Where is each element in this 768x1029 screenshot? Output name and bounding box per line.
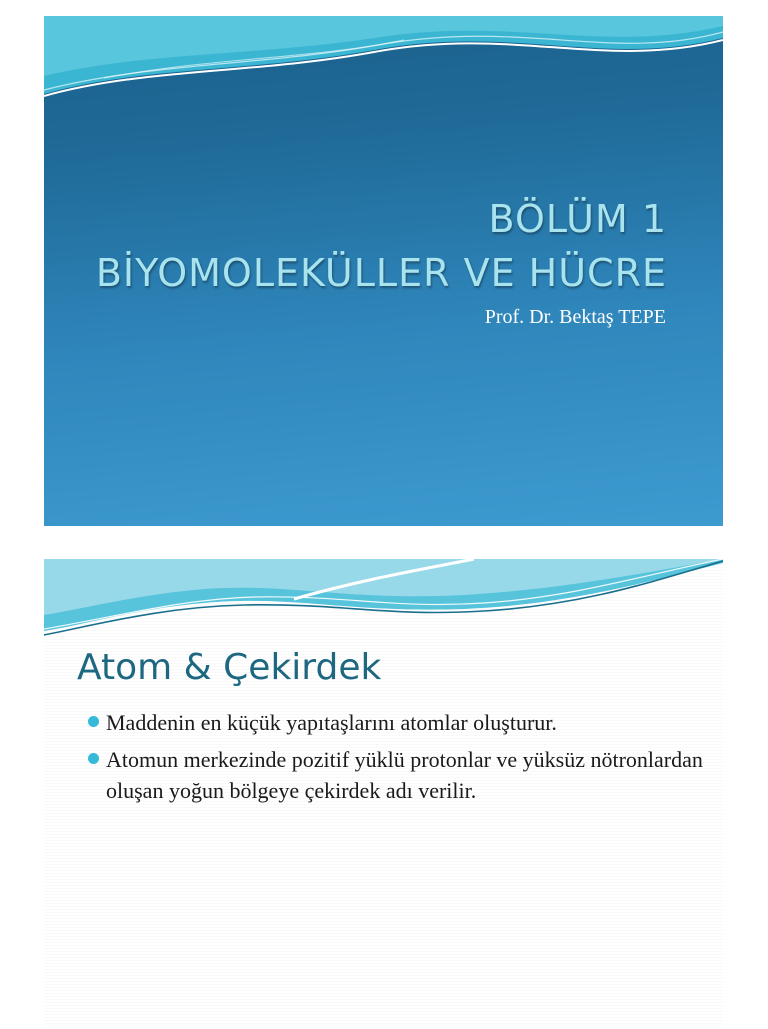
title-line-1: BÖLÜM 1 <box>488 197 667 241</box>
author-subtitle: Prof. Dr. Bektaş TEPE <box>484 306 666 328</box>
slide-title <box>96 192 667 300</box>
wave-decoration <box>44 559 723 649</box>
list-item <box>88 744 708 806</box>
bullet-icon <box>88 716 99 727</box>
bullet-icon <box>88 753 99 764</box>
list-item <box>88 707 708 738</box>
bullet-text: Maddenin en küçük yapıtaşlarını atomlar oluşturur. <box>106 710 557 735</box>
slide-heading: Atom & Çekirdek <box>77 647 382 688</box>
wave-decoration <box>44 16 723 126</box>
content-slide <box>44 559 723 1029</box>
bullet-text: Atomun merkezinde pozitif yüklü protonlar ve yüksüz nötronlardan oluşan yoğun bölgeye çekirdek adı verilir. <box>106 747 703 803</box>
bullet-list <box>88 707 708 812</box>
title-line-2: BİYOMOLEKÜLLER VE HÜCRE <box>95 251 667 295</box>
title-slide <box>44 16 723 526</box>
